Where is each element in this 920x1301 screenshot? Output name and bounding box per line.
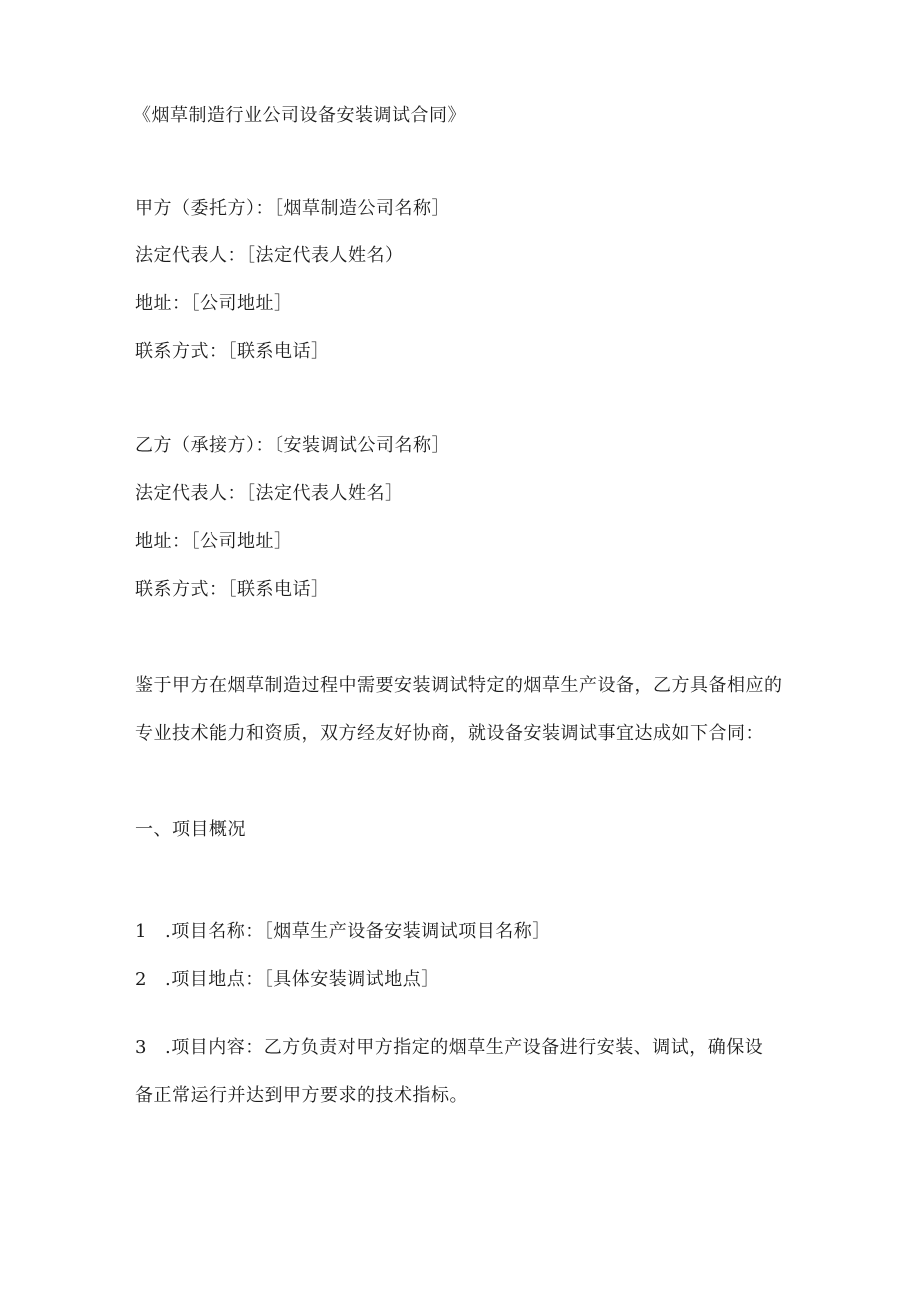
party-a-contact: 联系方式：［联系电话］ xyxy=(135,341,330,362)
preamble-paragraph: 鉴于甲方在烟草制造过程中需要安装调试特定的烟草生产设备，乙方具备相应的专业技术能力和资质，双方经友好协商，就设备安装调试事宜达成如下合同： xyxy=(135,675,783,744)
project-content-item xyxy=(135,1024,775,1120)
document-title: 《烟草制造行业公司设备安装调试合同》 xyxy=(133,105,466,126)
party-b-name: 乙方（承接方）：〔安装调试公司名称］ xyxy=(135,435,450,456)
party-a-legal-rep: 法定代表人：［法定代表人姓名） xyxy=(135,245,404,266)
item-text: .项目地点：［具体安装调试地点］ xyxy=(165,969,440,990)
project-location-item xyxy=(135,968,440,992)
item-text: .项目名称：［烟草生产设备安装调试项目名称］ xyxy=(165,921,551,942)
party-b-legal-rep: 法定代表人：［法定代表人姓名］ xyxy=(135,483,404,504)
item-number: 3 xyxy=(135,1037,147,1058)
party-a-address: 地址：［公司地址］ xyxy=(135,293,293,314)
party-a-name: 甲方（委托方）：［烟草制造公司名称］ xyxy=(135,198,450,219)
section-1-heading: 一、项目概况 xyxy=(135,819,246,840)
party-b-contact: 联系方式：［联系电话］ xyxy=(135,579,330,600)
project-name-item xyxy=(135,920,551,944)
item-number: 1 xyxy=(135,921,147,942)
party-b-address: 地址：［公司地址］ xyxy=(135,531,293,552)
item-text: .项目内容：乙方负责对甲方指定的烟草生产设备进行安装、调试，确保设备正常运行并达到甲方要求的技术指标。 xyxy=(135,1037,764,1106)
item-number: 2 xyxy=(135,969,147,990)
